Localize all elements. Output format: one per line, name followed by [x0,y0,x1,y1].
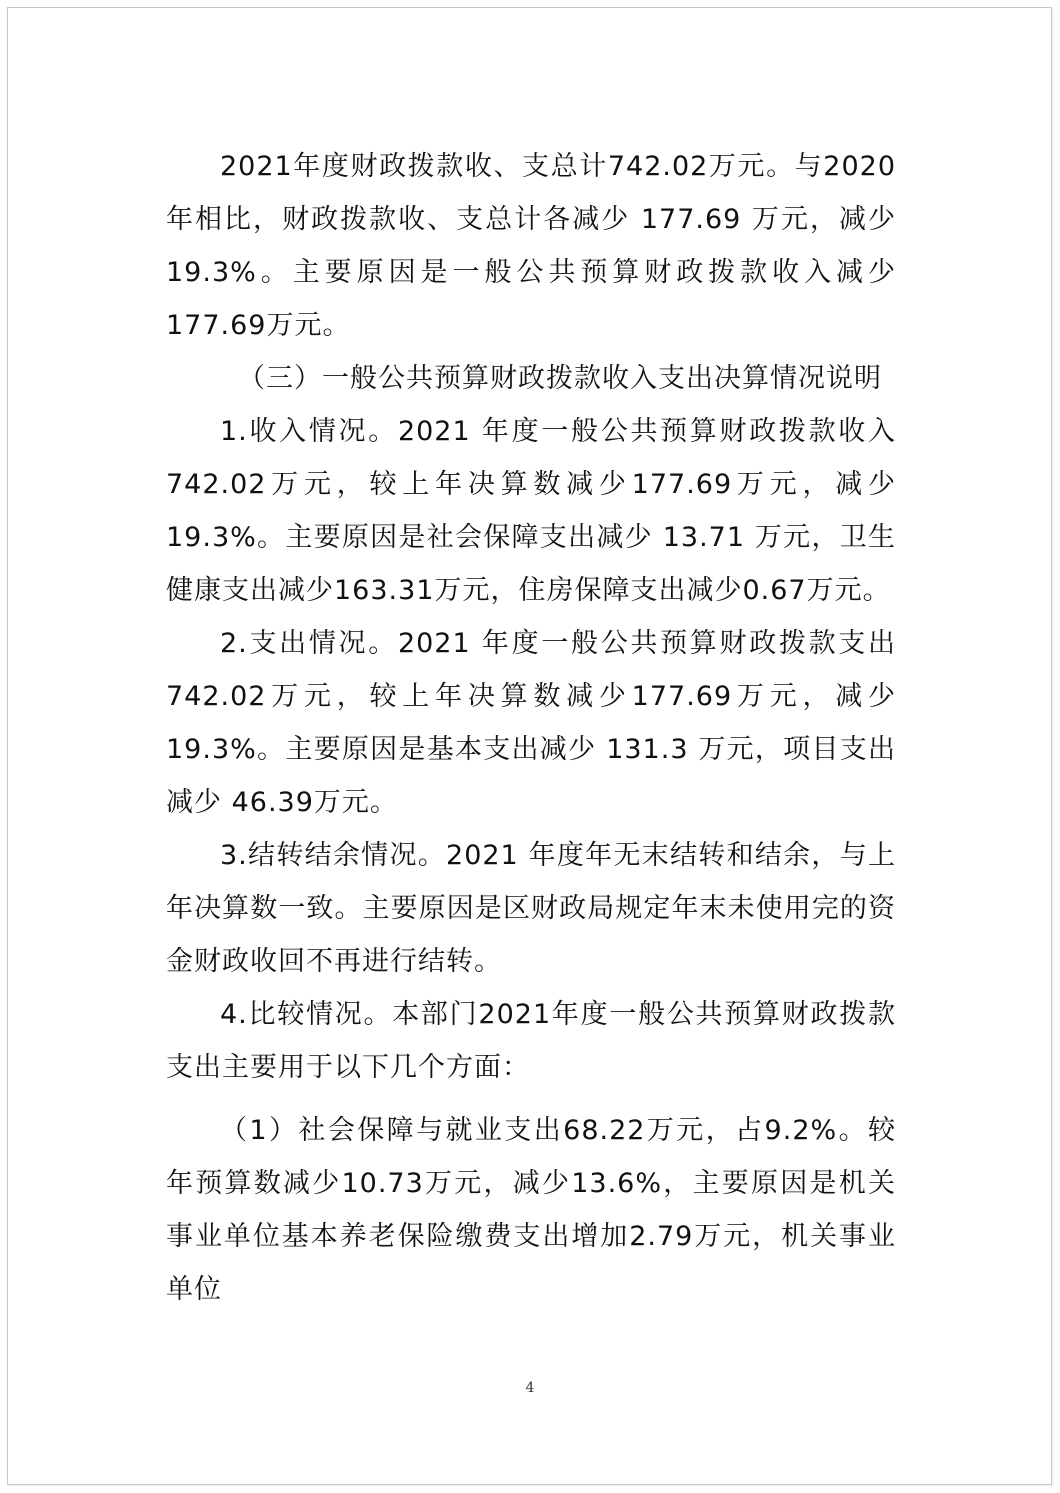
document-body [166,140,896,1316]
paragraph-carryover: 3.结转结余情况。2021 年度年无末结转和结余，与上年决算数一致。主要原因是区财政局规定年末未使用完的资金财政收回不再进行结转。 [166,840,896,977]
section-heading-3: （三）一般公共预算财政拨款收入支出决算情况说明 [238,363,882,394]
paragraph-comparison: 4.比较情况。本部门2021年度一般公共预算财政拨款支出主要用于以下几个方面： [166,999,896,1083]
paragraph-income: 1.收入情况。2021 年度一般公共预算财政拨款收入742.02万元，较上年决算数减少177.69万元，减少 19.3%。主要原因是社会保障支出减少 13.71 万元，卫生健康支出减少163.31万元，住房保障支出减少0.67万元。 [166,416,896,606]
paragraph-social-security: （1）社会保障与就业支出68.22万元，占9.2%。较年预算数减少10.73万元，减少13.6%，主要原因是机关事业单位基本养老保险缴费支出增加2.79万元，机关事业单位 [166,1115,896,1305]
paragraph-expenditure: 2.支出情况。2021 年度一般公共预算财政拨款支出742.02万元，较上年决算数减少177.69万元，减少 19.3%。主要原因是基本支出减少 131.3 万元，项目支出减少 46.39万元。 [166,628,896,818]
page-number: 4 [525,1380,535,1396]
paragraph-fiscal-total: 2021年度财政拨款收、支总计742.02万元。与2020年相比，财政拨款收、支总计各减少 177.69 万元，减少19.3%。主要原因是一般公共预算财政拨款收入减少 177.69万元。 [166,151,896,341]
